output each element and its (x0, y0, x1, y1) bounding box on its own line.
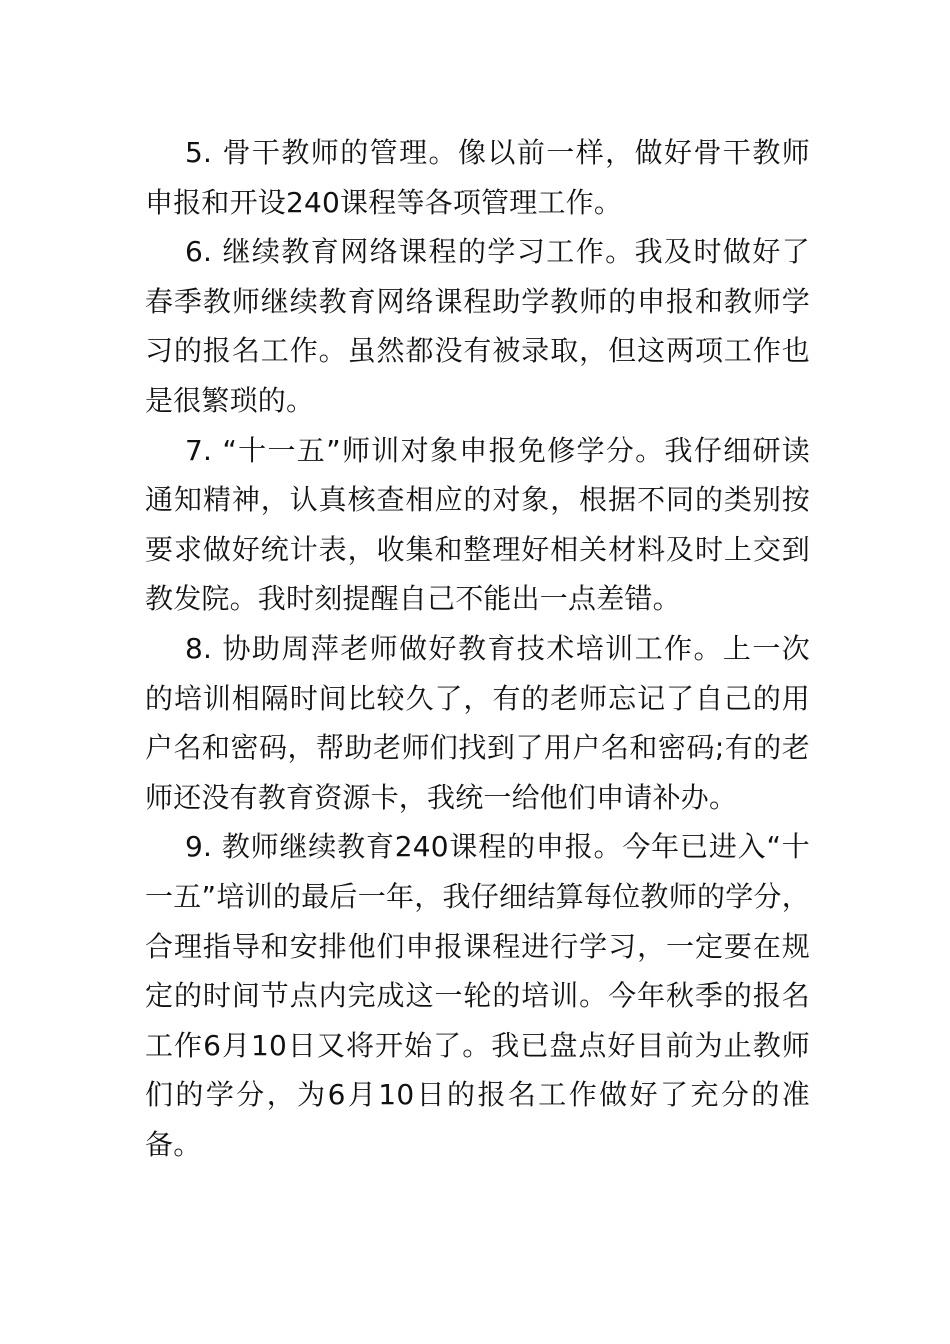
paragraph-item-8: 8. 协助周萍老师做好教育技术培训工作。上一次的培训相隔时间比较久了，有的老师忘记了自己的用户名和密码，帮助老师们找到了用户名和密码;有的老师还没有教育资源卡，我统一给他们申请补办。 (145, 631, 810, 814)
paragraph-item-6: 6. 继续教育网络课程的学习工作。我及时做好了春季教师继续教育网络课程助学教师的申报和教师学习的报名工作。虽然都没有被录取，但这两项工作也是很繁琐的。 (145, 235, 810, 417)
paragraph-item-5: 5. 骨干教师的管理。像以前一样，做好骨干教师申报和开设240课程等各项管理工作。 (145, 136, 810, 219)
paragraph-item-9: 9. 教师继续教育240课程的申报。今年已进入“十一五”培训的最后一年，我仔细结算每位教师的学分，合理指导和安排他们申报课程进行学习，一定要在规定的时间节点内完成这一轮的培训。今年秋季的报名工作6月10日又将开始了。我已盘点好目前为止教师们的学分，为6月10日的报名工作做好了充分的准备。 (145, 830, 810, 1161)
document-body (145, 128, 810, 1169)
paragraph-item-7: 7. “十一五”师训对象申报免修学分。我仔细研读通知精神，认真核查相应的对象，根据不同的类别按要求做好统计表，收集和整理好相关材料及时上交到教发院。我时刻提醒自己不能出一点差错。 (145, 433, 810, 616)
